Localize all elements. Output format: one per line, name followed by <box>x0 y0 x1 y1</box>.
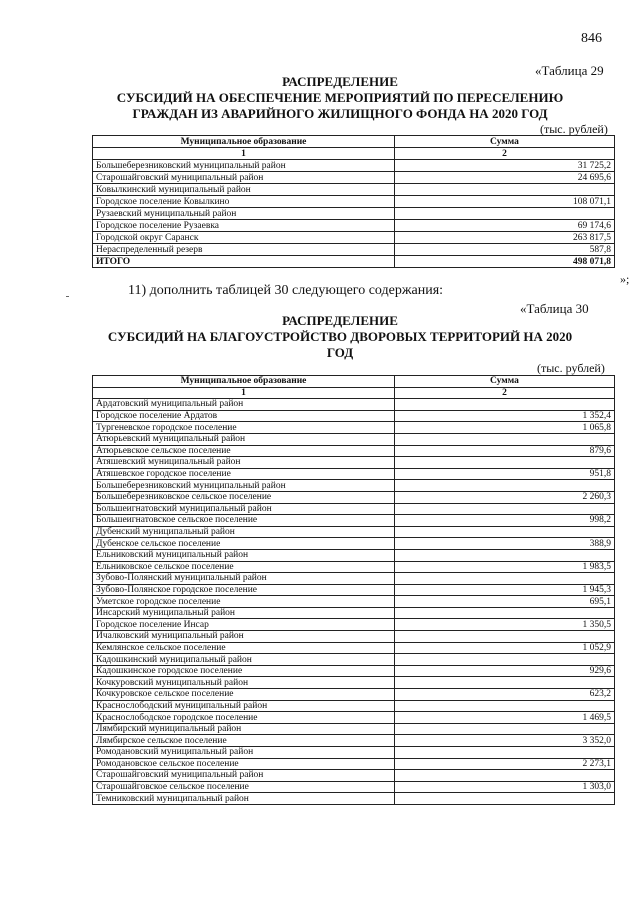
column-header-municipality: Муниципальное образование <box>93 376 395 388</box>
amendment-text: 11) дополнить таблицей 30 следующего содержания: <box>128 283 444 298</box>
municipality-cell: Зубово-Полянское городское поселение <box>93 584 395 596</box>
sum-cell <box>395 503 615 515</box>
sum-cell <box>395 723 615 735</box>
table-row <box>93 584 615 596</box>
column-number: 1 <box>93 148 395 160</box>
municipality-cell: Зубово-Полянский муниципальный район <box>93 573 395 585</box>
sum-cell <box>395 549 615 561</box>
municipality-cell: Кочкуровское сельское поселение <box>93 689 395 701</box>
sum-cell <box>395 654 615 666</box>
municipality-cell: Краснослободское городское поселение <box>93 712 395 724</box>
sum-cell: 1 065,8 <box>395 422 615 434</box>
municipality-cell: Городское поселение Инсар <box>93 619 395 631</box>
table-30 <box>92 375 615 805</box>
title-line: РАСПРЕДЕЛЕНИЕ <box>282 74 398 89</box>
table-row <box>93 735 615 747</box>
total-row <box>93 256 615 268</box>
table-row <box>93 723 615 735</box>
sum-cell <box>395 793 615 805</box>
table-row <box>93 793 615 805</box>
table-row <box>93 538 615 550</box>
table-row <box>93 631 615 643</box>
sum-cell: 1 303,0 <box>395 781 615 793</box>
municipality-cell: Инсарский муниципальный район <box>93 607 395 619</box>
municipality-cell: Ельниковское сельское поселение <box>93 561 395 573</box>
sum-cell: 879,6 <box>395 445 615 457</box>
table-row <box>93 700 615 712</box>
municipality-cell: Большеберезниковский муниципальный район <box>93 160 395 172</box>
sum-cell <box>395 208 615 220</box>
municipality-cell: Большеберезниковское сельское поселение <box>93 491 395 503</box>
sum-cell: 2 260,3 <box>395 491 615 503</box>
table-row <box>93 410 615 422</box>
municipality-cell: Лямбирский муниципальный район <box>93 723 395 735</box>
sum-cell: 1 945,3 <box>395 584 615 596</box>
municipality-cell: Ромодановское сельское поселение <box>93 758 395 770</box>
title-line: СУБСИДИЙ НА ОБЕСПЕЧЕНИЕ МЕРОПРИЯТИЙ ПО ПЕРЕСЕЛЕНИЮ <box>116 90 564 105</box>
column-number: 1 <box>93 387 395 399</box>
table-row <box>93 781 615 793</box>
table-row <box>93 712 615 724</box>
sum-cell: 1 469,5 <box>395 712 615 724</box>
municipality-cell: Рузаевский муниципальный район <box>93 208 395 220</box>
table-row <box>93 596 615 608</box>
sum-cell: 69 174,6 <box>395 220 615 232</box>
table-row <box>93 642 615 654</box>
table-row <box>93 491 615 503</box>
table-row <box>93 172 615 184</box>
municipality-cell: Ичалковский муниципальный район <box>93 631 395 643</box>
municipality-cell: Атюрьевское сельское поселение <box>93 445 395 457</box>
table-row <box>93 220 615 232</box>
table-row <box>93 208 615 220</box>
sum-cell: 998,2 <box>395 515 615 527</box>
municipality-cell: Атяшевский муниципальный район <box>93 457 395 469</box>
table-row <box>93 503 615 515</box>
sum-cell: 1 350,5 <box>395 619 615 631</box>
table-row <box>93 399 615 411</box>
sum-cell: 263 817,5 <box>395 232 615 244</box>
table-row <box>93 422 615 434</box>
table-row <box>93 549 615 561</box>
municipality-cell: Ардатовский муниципальный район <box>93 399 395 411</box>
sum-cell: 1 052,9 <box>395 642 615 654</box>
column-header-municipality: Муниципальное образование <box>93 136 395 148</box>
municipality-cell: Дубенский муниципальный район <box>93 526 395 538</box>
table-row <box>93 689 615 701</box>
municipality-cell: Большеигнатовское сельское поселение <box>93 515 395 527</box>
table-29 <box>92 135 615 268</box>
table-row <box>93 607 615 619</box>
sum-cell: 3 352,0 <box>395 735 615 747</box>
sum-cell: 951,8 <box>395 468 615 480</box>
table-row <box>93 433 615 445</box>
table-29-units: (тыс. рублей) <box>540 122 608 136</box>
column-header-sum: Сумма <box>395 376 615 388</box>
municipality-cell: Ковылкинский муниципальный район <box>93 184 395 196</box>
column-number: 2 <box>395 148 615 160</box>
municipality-cell: Большеберезниковский муниципальный район <box>93 480 395 492</box>
sum-cell <box>395 433 615 445</box>
table-row <box>93 184 615 196</box>
municipality-cell: Старошайговский муниципальный район <box>93 770 395 782</box>
municipality-cell: Атюрьевский муниципальный район <box>93 433 395 445</box>
table-row <box>93 619 615 631</box>
sum-cell <box>395 677 615 689</box>
sum-cell: 1 983,5 <box>395 561 615 573</box>
title-line: ГОД <box>326 345 354 360</box>
total-label: ИТОГО <box>93 256 395 268</box>
sum-cell <box>395 573 615 585</box>
table-row <box>93 160 615 172</box>
sum-cell: 31 725,2 <box>395 160 615 172</box>
table-30-reference: «Таблица 30 <box>520 301 589 316</box>
municipality-cell: Городское поселение Ковылкино <box>93 196 395 208</box>
sum-cell <box>395 480 615 492</box>
sum-cell: 2 273,1 <box>395 758 615 770</box>
municipality-cell: Уметское городское поселение <box>93 596 395 608</box>
table-row <box>93 232 615 244</box>
total-sum: 498 071,8 <box>395 256 615 268</box>
sum-cell <box>395 607 615 619</box>
table-row <box>93 758 615 770</box>
column-number-row <box>93 387 615 399</box>
sum-cell <box>395 399 615 411</box>
sum-cell <box>395 631 615 643</box>
municipality-cell: Старошайговский муниципальный район <box>93 172 395 184</box>
municipality-cell: Ромодановский муниципальный район <box>93 747 395 759</box>
municipality-cell: Городское поселение Рузаевка <box>93 220 395 232</box>
column-number: 2 <box>395 387 615 399</box>
sum-cell <box>395 457 615 469</box>
scan-speck <box>66 296 69 297</box>
table-row <box>93 573 615 585</box>
municipality-cell: Атяшевское городское поселение <box>93 468 395 480</box>
column-header-sum: Сумма <box>395 136 615 148</box>
table-row <box>93 515 615 527</box>
title-line: ГРАЖДАН ИЗ АВАРИЙНОГО ЖИЛИЩНОГО ФОНДА НА 2020 ГОД <box>132 106 548 121</box>
table-row <box>93 468 615 480</box>
municipality-cell: Тургеневское городское поселение <box>93 422 395 434</box>
sum-cell: 108 071,1 <box>395 196 615 208</box>
header-row <box>93 136 615 148</box>
municipality-cell: Большеигнатовский муниципальный район <box>93 503 395 515</box>
sum-cell: 587,8 <box>395 244 615 256</box>
sum-cell <box>395 747 615 759</box>
sum-cell: 388,9 <box>395 538 615 550</box>
page-number: 846 <box>581 31 602 46</box>
table-row <box>93 770 615 782</box>
municipality-cell: Кочкуровский муниципальный район <box>93 677 395 689</box>
title-line: СУБСИДИЙ НА БЛАГОУСТРОЙСТВО ДВОРОВЫХ ТЕРРИТОРИЙ НА 2020 <box>107 329 573 344</box>
municipality-cell: Городской округ Саранск <box>93 232 395 244</box>
table-row <box>93 561 615 573</box>
sum-cell <box>395 700 615 712</box>
table-row <box>93 747 615 759</box>
municipality-cell: Темниковский муниципальный район <box>93 793 395 805</box>
municipality-cell: Кадошкинское городское поселение <box>93 665 395 677</box>
table-29-reference: «Таблица 29 <box>535 63 604 78</box>
table-row <box>93 526 615 538</box>
municipality-cell: Ельниковский муниципальный район <box>93 549 395 561</box>
municipality-cell: Дубенское сельское поселение <box>93 538 395 550</box>
table-row <box>93 665 615 677</box>
sum-cell <box>395 526 615 538</box>
municipality-cell: Краснослободский муниципальный район <box>93 700 395 712</box>
column-number-row <box>93 148 615 160</box>
municipality-cell: Кадошкинский муниципальный район <box>93 654 395 666</box>
table-row <box>93 654 615 666</box>
sum-cell: 623,2 <box>395 689 615 701</box>
header-row <box>93 376 615 388</box>
table-row <box>93 244 615 256</box>
municipality-cell: Кемлянское сельское поселение <box>93 642 395 654</box>
table-29-title <box>80 74 600 122</box>
sum-cell: 24 695,6 <box>395 172 615 184</box>
table-30-title <box>80 313 600 361</box>
sum-cell: 695,1 <box>395 596 615 608</box>
sum-cell <box>395 184 615 196</box>
municipality-cell: Лямбирское сельское поселение <box>93 735 395 747</box>
closing-quote-mark: »; <box>620 272 630 286</box>
table-row <box>93 445 615 457</box>
municipality-cell: Старошайговское сельское поселение <box>93 781 395 793</box>
sum-cell: 1 352,4 <box>395 410 615 422</box>
sum-cell: 929,6 <box>395 665 615 677</box>
table-30-units: (тыс. рублей) <box>537 361 605 375</box>
table-row <box>93 196 615 208</box>
municipality-cell: Нераспределенный резерв <box>93 244 395 256</box>
table-row <box>93 457 615 469</box>
table-row <box>93 677 615 689</box>
table-row <box>93 480 615 492</box>
sum-cell <box>395 770 615 782</box>
title-line: РАСПРЕДЕЛЕНИЕ <box>282 313 398 328</box>
municipality-cell: Городское поселение Ардатов <box>93 410 395 422</box>
